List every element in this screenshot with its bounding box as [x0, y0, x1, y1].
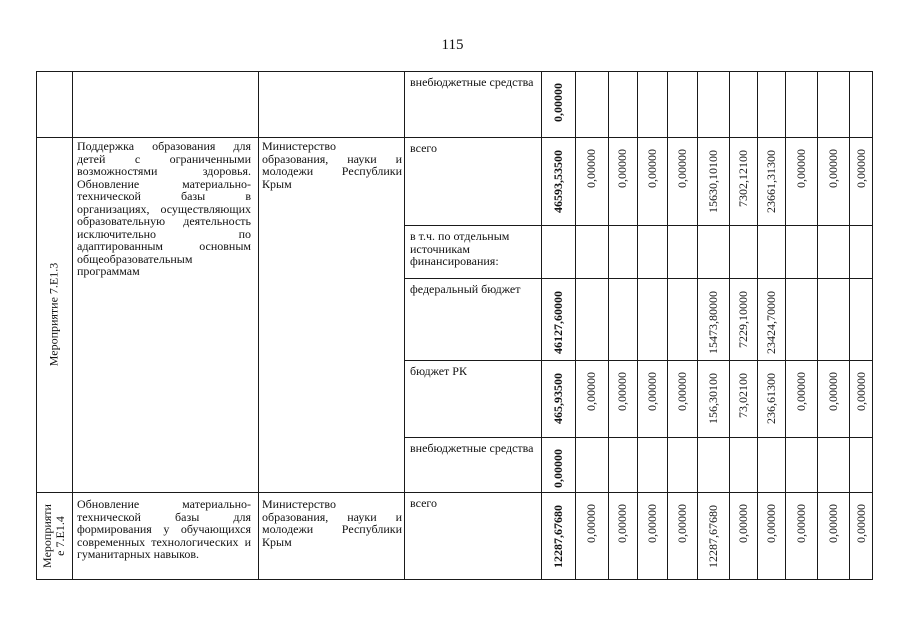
- funding-source-label: в т.ч. по отдельным источникам финансирования:: [410, 229, 510, 268]
- year-amount-cell: 0,00000: [584, 504, 598, 544]
- year-amount-cell: 0,00000: [853, 149, 868, 189]
- year-amount-cell: 0,00000: [853, 504, 868, 544]
- year-amount-cell: 0,00000: [674, 504, 689, 544]
- measure-description-7e13: Поддержка образования для детей с ограниченными возможностями здоровья. Обновление материально-технической базы в организациях, осуществляющих образовательную деятельность исключительно по адаптированным основным общеобразовательным программам: [77, 139, 251, 278]
- year-amount-cell: 12287,67680: [705, 505, 720, 569]
- year-amount-cell: 0,00000: [793, 372, 808, 412]
- year-amount-cell: 23661,31300: [763, 150, 778, 214]
- year-amount-cell: 15630,10100: [705, 150, 720, 214]
- year-amount-cell: 0,00000: [735, 504, 750, 544]
- funding-source-label: всего: [410, 141, 438, 155]
- total-amount-cell: 12287,67680: [550, 505, 565, 569]
- measure-label-7e13: Мероприятие 7.Е1.3: [46, 262, 61, 367]
- year-amount-cell: 7229,10000: [735, 291, 750, 348]
- total-amount-cell: 46593,53500: [550, 150, 565, 214]
- year-amount-cell: 236,61300: [763, 372, 778, 424]
- year-amount-cell: 0,00000: [763, 504, 778, 544]
- year-amount-cell: 0,00000: [644, 149, 659, 189]
- year-amount-cell: 0,00000: [853, 372, 868, 412]
- measure-executor-7e13: Министерство образования, науки и молодежи Республики Крым: [262, 139, 402, 191]
- year-amount-cell: 0,00000: [584, 149, 598, 189]
- funding-source-label: бюджет РК: [410, 364, 467, 378]
- year-amount-cell: 0,00000: [584, 372, 598, 412]
- measure-executor-7e14: Министерство образования, науки и молодежи Республики Крым: [262, 497, 402, 549]
- funding-source-label: внебюджетные средства: [410, 441, 534, 455]
- year-amount-cell: 23424,70000: [763, 291, 778, 355]
- row-divider: [404, 437, 873, 438]
- row-divider: [404, 225, 873, 226]
- year-amount-cell: 0,00000: [825, 504, 840, 544]
- row-divider: [36, 71, 873, 72]
- page-number: 115: [441, 37, 464, 53]
- column-divider: [258, 71, 259, 580]
- column-divider: [36, 71, 37, 580]
- funding-source-label: всего: [410, 496, 438, 510]
- total-amount-cell: 46127,60000: [550, 291, 565, 355]
- measure-description-7e14: Обновление материально-технической базы для формирования у обучающихся современных технологических и гуманитарных навыков.: [77, 497, 251, 561]
- year-amount-cell: 0,00000: [644, 504, 659, 544]
- total-amount-cell: 0,00000: [550, 83, 565, 123]
- funding-table: [36, 71, 873, 580]
- total-amount-cell: 465,93500: [550, 372, 565, 424]
- year-amount-cell: 0,00000: [793, 149, 808, 189]
- year-amount-cell: 0,00000: [615, 149, 629, 189]
- year-amount-cell: 0,00000: [793, 504, 808, 544]
- year-amount-cell: 0,00000: [825, 149, 840, 189]
- column-divider: [404, 71, 405, 580]
- year-amount-cell: 15473,80000: [705, 291, 720, 355]
- year-amount-cell: 0,00000: [825, 372, 840, 412]
- year-amount-cell: 0,00000: [674, 372, 689, 412]
- total-amount-cell: 0,00000: [550, 449, 565, 489]
- measure-label-7e14: Мероприяти е 7.Е1.4: [40, 504, 67, 568]
- year-amount-cell: 0,00000: [674, 149, 689, 189]
- year-amount-cell: 7302,12100: [735, 150, 750, 207]
- funding-source-label: федеральный бюджет: [410, 282, 521, 296]
- column-divider: [72, 71, 73, 580]
- year-amount-cell: 0,00000: [615, 372, 629, 412]
- row-divider: [404, 278, 873, 279]
- year-amount-cell: 0,00000: [615, 504, 629, 544]
- year-amount-cell: 156,30100: [705, 372, 720, 424]
- year-amount-cell: 73,02100: [735, 372, 750, 418]
- funding-source-label: внебюджетные средства: [410, 75, 534, 89]
- year-amount-cell: 0,00000: [644, 372, 659, 412]
